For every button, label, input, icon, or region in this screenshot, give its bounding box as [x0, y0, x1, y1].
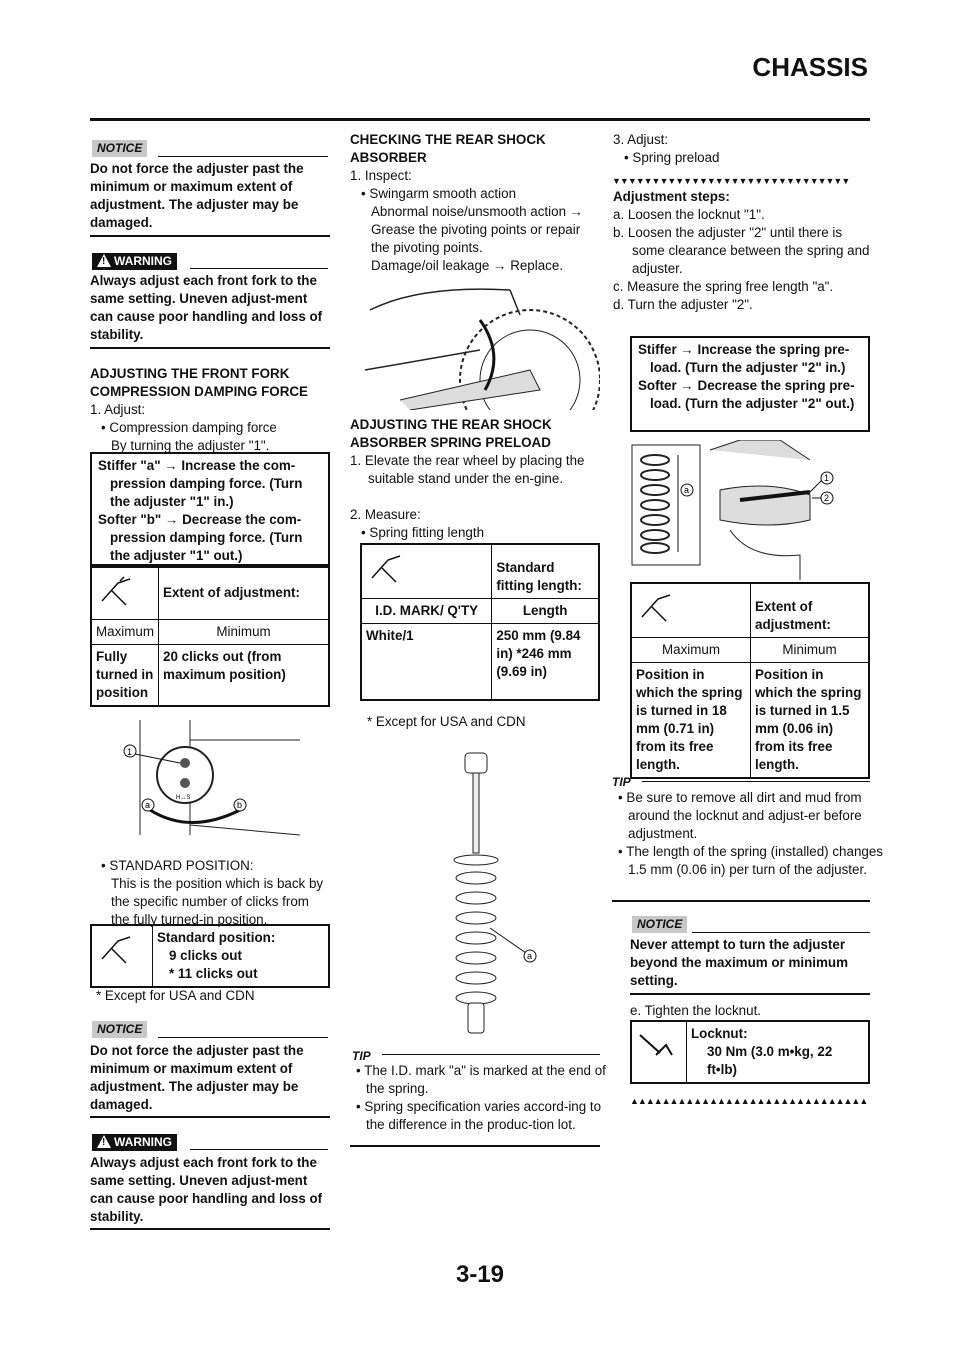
table-cell: White/1: [361, 624, 492, 700]
table-title: Locknut:: [691, 1026, 748, 1041]
shock-absorber-figure: [440, 748, 540, 1038]
stiffer-text: Stiffer → Increase the spring pre-load. (Turn the adjuster "2" in.): [638, 342, 850, 375]
table-title: Standard fitting length:: [492, 544, 599, 599]
divider: [158, 1037, 328, 1038]
bullet-subtext: Damage/oil leakage → Replace.: [371, 258, 564, 273]
step-text: 2. Measure:: [350, 507, 421, 522]
divider: [612, 900, 870, 902]
locknut-torque-table: [630, 1020, 870, 1084]
notice-badge: NOTICE: [92, 140, 147, 157]
swingarm-figure: [360, 280, 600, 410]
table-header: Minimum: [751, 638, 870, 663]
steps-end-marker: ▲▲▲▲▲▲▲▲▲▲▲▲▲▲▲▲▲▲▲▲▲▲▲▲▲▲▲▲▲▲: [630, 1096, 868, 1106]
steps-start-marker: ▼▼▼▼▼▼▼▼▼▼▼▼▼▼▼▼▼▼▼▼▼▼▼▼▼▼▼▼▼▼: [612, 176, 850, 186]
footnote: * Except for USA and CDN: [96, 988, 255, 1003]
tip-item: • The I.D. mark "a" is marked at the end of the spring.: [356, 1063, 606, 1096]
adjust-direction-box: [90, 452, 330, 566]
section-heading: CHECKING THE REAR SHOCK ABSORBER: [350, 132, 546, 165]
warning-badge: ! WARNING: [92, 1134, 177, 1151]
page-number: 3-19: [455, 1261, 505, 1288]
caliper-icon: [91, 567, 159, 620]
softer-text: Softer → Decrease the spring pre-load. (Turn the adjuster "2" out.): [638, 378, 855, 411]
bullet-subtext: Abnormal noise/unsmooth action → Grease the pivoting points or repair the pivoting points.: [371, 204, 584, 255]
section-heading: ADJUSTING THE REAR SHOCK ABSORBER SPRING PRELOAD: [350, 417, 552, 450]
bullet-text: • Swingarm smooth action: [361, 186, 517, 201]
divider: [382, 1054, 600, 1055]
footnote: * Except for USA and CDN: [367, 714, 526, 729]
softer-text: Softer "b" → Decrease the com-pression damping force. (Turn the adjuster "1" out.): [98, 512, 303, 563]
divider: [190, 1149, 328, 1150]
standard-position-table: [90, 924, 330, 988]
tip-label: TIP: [352, 1049, 371, 1063]
divider: [630, 993, 870, 995]
table-value: 9 clicks out: [169, 948, 242, 963]
step-text: e. Tighten the locknut.: [630, 1003, 762, 1018]
torque-wrench-icon: [631, 1021, 687, 1083]
divider: [190, 268, 328, 269]
table-cell: 20 clicks out (from maximum position): [159, 645, 329, 707]
extent-table: [630, 582, 870, 779]
table-header: Minimum: [159, 620, 329, 645]
table-header: Length: [492, 599, 599, 624]
table-cell: 250 mm (9.84 in) *246 mm (9.69 in): [492, 624, 599, 700]
steps-list: [613, 206, 870, 314]
callout-1: 1: [824, 473, 830, 483]
hs-label: H↔S: [176, 795, 191, 801]
table-header: Maximum: [631, 638, 751, 663]
divider: [90, 1228, 330, 1230]
bullet-text: • STANDARD POSITION:: [101, 858, 254, 873]
table-cell: Fully turned in position: [91, 645, 159, 707]
divider: [692, 932, 870, 933]
divider: [350, 1145, 600, 1147]
notice-badge: NOTICE: [92, 1021, 147, 1038]
callout-1: 1: [127, 747, 133, 757]
divider: [642, 781, 870, 782]
divider: [90, 235, 330, 237]
table-header: I.D. MARK/ Q'TY: [361, 599, 492, 624]
bullet-text: • Spring fitting length: [361, 525, 485, 540]
warning-text: Always adjust each front fork to the same setting. Uneven adjust-ment can cause poor handling and loss of stability.: [90, 1155, 323, 1224]
bullet-subtext: This is the position which is back by the specific number of clicks from the fully turned-in position.: [111, 876, 324, 927]
bullet-text: • Spring preload: [624, 150, 720, 165]
table-value: * 11 clicks out: [169, 966, 258, 981]
table-cell: Position in which the spring is turned in 18 mm (0.71 in) from its free length.: [631, 663, 751, 779]
table-value: 30 Nm (3.0 m•kg, 22 ft•lb): [707, 1044, 833, 1077]
step-item: c. Measure the spring free length "a".: [613, 279, 834, 294]
tip-item: • The length of the spring (installed) changes 1.5 mm (0.06 in) per turn of the adjuster.: [618, 844, 883, 877]
callout-a: a: [684, 485, 690, 495]
tip-item: • Be sure to remove all dirt and mud from around the locknut and adjust-er before adjustment.: [618, 790, 862, 841]
step-text: 1. Inspect:: [350, 168, 412, 183]
warning-label: WARNING: [114, 1135, 172, 1149]
steps-title: Adjustment steps:: [613, 189, 730, 204]
notice-text: Never attempt to turn the adjuster beyond the maximum or minimum setting.: [630, 937, 849, 988]
bullet-subtext: By turning the adjuster "1".: [111, 438, 270, 453]
caliper-icon: [91, 925, 153, 987]
warning-text: Always adjust each front fork to the same setting. Uneven adjust-ment can cause poor handling and loss of stability.: [90, 273, 323, 342]
spring-preload-figure: [630, 440, 870, 580]
divider: [90, 1116, 330, 1118]
caliper-icon: [631, 583, 751, 638]
step-text: 3. Adjust:: [613, 132, 669, 147]
header-rule: [90, 118, 870, 121]
tip-item: • Spring specification varies accord-ing to the difference in the produc-tion lot.: [356, 1099, 602, 1132]
fitting-length-table: [360, 543, 600, 701]
page-title: CHASSIS: [752, 52, 868, 82]
tip-label: TIP: [612, 775, 631, 789]
step-item: a. Loosen the locknut "1".: [613, 207, 765, 222]
notice-text: Do not force the adjuster past the minimum or maximum extent of adjustment. The adjuster may be damaged.: [90, 161, 304, 230]
notice-badge: NOTICE: [632, 916, 687, 933]
warning-badge: ! WARNING: [92, 253, 177, 270]
extent-table: [90, 566, 330, 707]
adjust-direction-box: [630, 336, 870, 432]
stiffer-text: Stiffer "a" → Increase the com-pression damping force. (Turn the adjuster "1" in.): [98, 458, 303, 509]
table-title: Extent of adjustment:: [159, 567, 329, 620]
section-heading: ADJUSTING THE FRONT FORK COMPRESSION DAMPING FORCE: [90, 366, 308, 399]
callout-a: a: [527, 951, 533, 961]
caliper-icon: [361, 544, 492, 599]
bullet-text: • Compression damping force: [101, 420, 277, 435]
step-text: 1. Elevate the rear wheel by placing the suitable stand under the en-gine.: [350, 453, 585, 486]
table-header: Maximum: [91, 620, 159, 645]
callout-2: 2: [824, 493, 830, 503]
warning-label: WARNING: [114, 254, 172, 268]
divider: [90, 347, 330, 349]
divider: [158, 156, 328, 157]
table-cell: Position in which the spring is turned in 1.5 mm (0.06 in) from its free length.: [751, 663, 870, 779]
step-item: b. Loosen the adjuster "2" until there is some clearance between the spring and adjuster.: [613, 225, 870, 276]
fork-adjuster-figure: [110, 715, 310, 845]
step-item: d. Turn the adjuster "2".: [613, 297, 753, 312]
callout-b: b: [237, 800, 243, 810]
notice-text: Do not force the adjuster past the minimum or maximum extent of adjustment. The adjuster may be damaged.: [90, 1043, 304, 1112]
step-text: 1. Adjust:: [90, 402, 146, 417]
table-title: Extent of adjustment:: [751, 583, 870, 638]
callout-a: a: [145, 800, 151, 810]
table-title: Standard position:: [157, 930, 276, 945]
